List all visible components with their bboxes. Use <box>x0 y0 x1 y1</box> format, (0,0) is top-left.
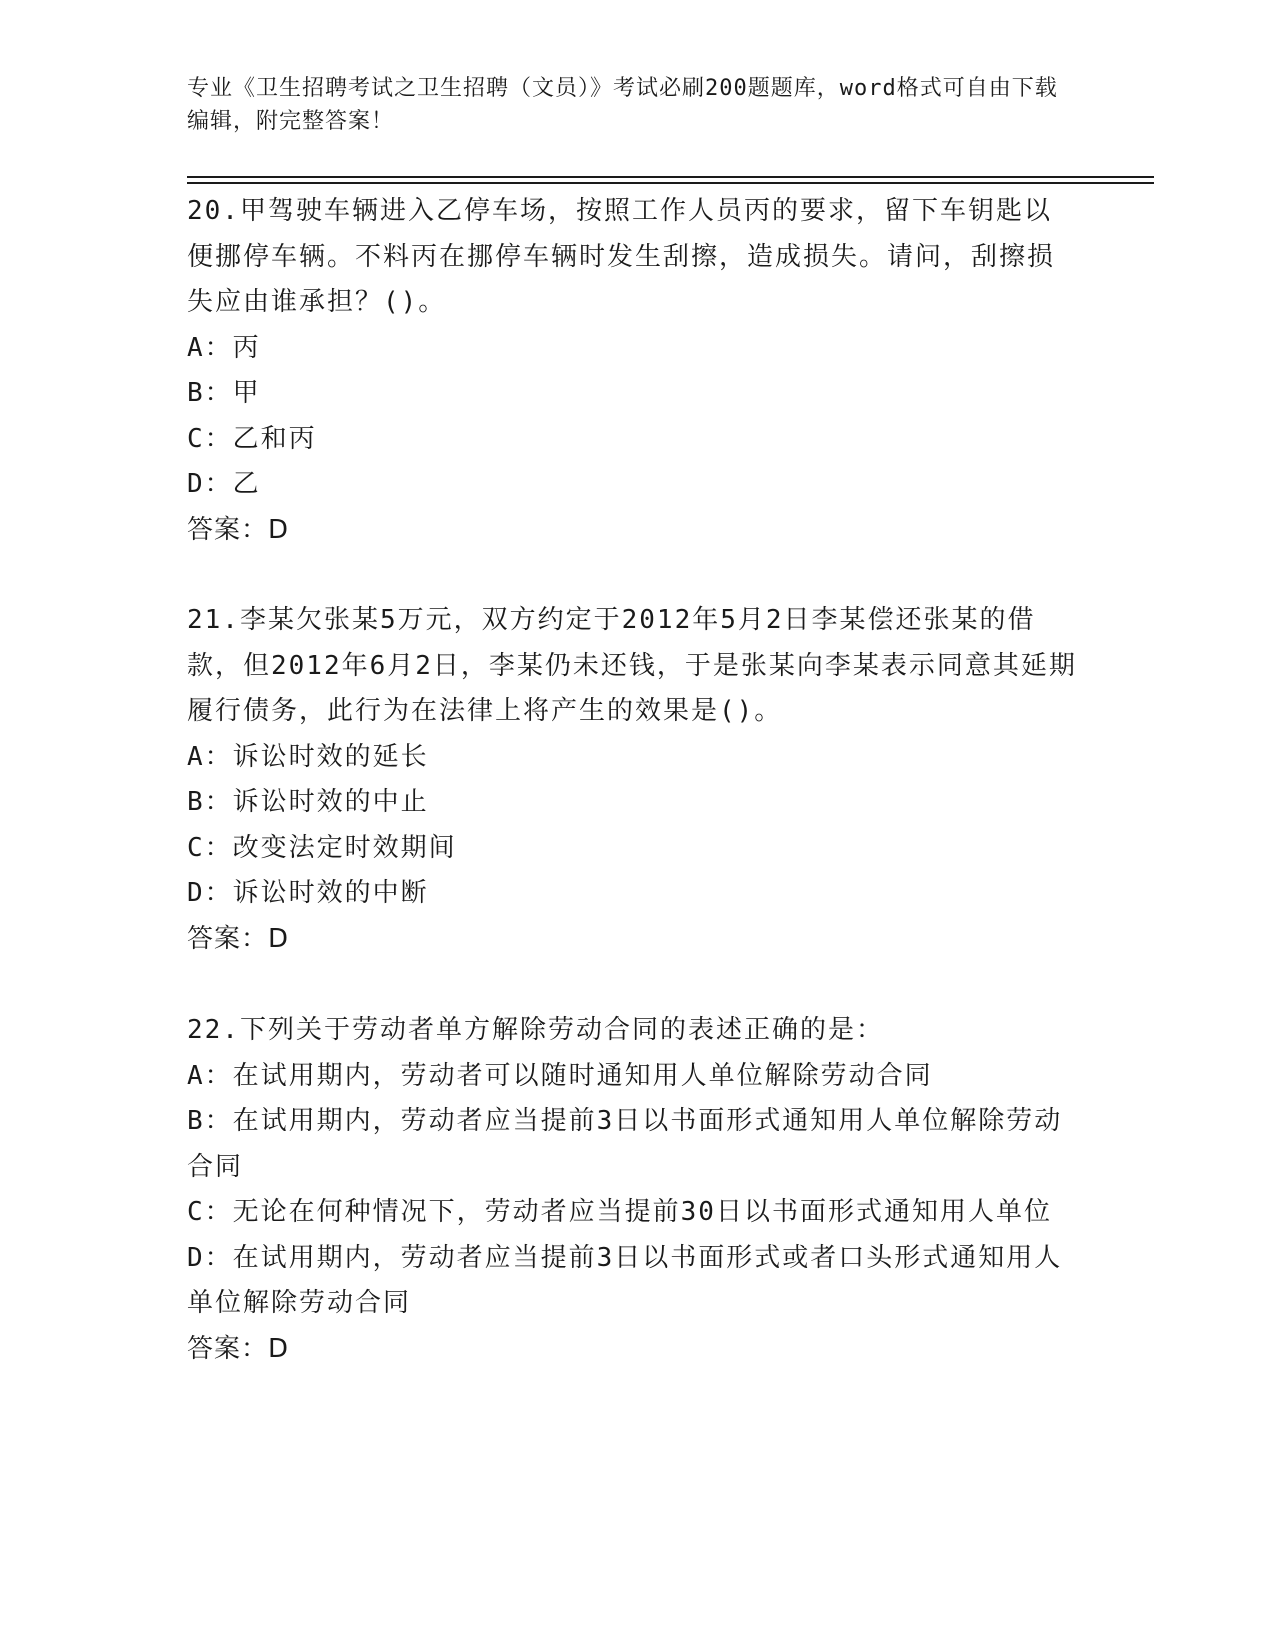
header-divider-bottom <box>187 182 1154 184</box>
document-header: 专业《卫生招聘考试之卫生招聘（文员）》考试必刷200题题库，word格式可自由下载编辑，附完整答案！ <box>187 76 1058 134</box>
option-d: D：诉讼时效的中断 <box>187 878 429 908</box>
option-a: A：在试用期内，劳动者可以随时通知用人单位解除劳动合同 <box>187 1060 933 1091</box>
option-b: B：诉讼时效的中止 <box>187 787 429 817</box>
answer-line: 答案：D <box>187 1333 290 1364</box>
option-d: D：在试用期内，劳动者应当提前3日以书面形式或者口头形式通知用人单位解除劳动合同 <box>187 1242 1063 1318</box>
question-stem: 20.甲驾驶车辆进入乙停车场，按照工作人员丙的要求，留下车钥匙以便挪停车辆。不料丙在挪停车辆时发生刮擦，造成损失。请问，刮擦损失应由谁承担？()。 <box>187 196 1056 317</box>
question-22 <box>187 1008 1077 1372</box>
option-c: C：无论在何种情况下，劳动者应当提前30日以书面形式通知用人单位 <box>187 1197 1052 1227</box>
option-b: B：甲 <box>187 378 261 408</box>
option-a: A：丙 <box>187 332 261 363</box>
question-stem: 21.李某欠张某5万元，双方约定于2012年5月2日李某偿还张某的借款，但2012年6月2日，李某仍未还钱，于是张某向李某表示同意其延期履行债务，此行为在法律上将产生的效果是()。 <box>187 605 1077 726</box>
question-20 <box>187 189 1077 553</box>
option-c: C：改变法定时效期间 <box>187 832 457 863</box>
answer-line: 答案：D <box>187 923 290 954</box>
header-divider-top <box>187 176 1154 178</box>
option-c: C：乙和丙 <box>187 423 317 454</box>
option-d: D：乙 <box>187 469 261 499</box>
question-21 <box>187 598 1077 962</box>
option-b: B：在试用期内，劳动者应当提前3日以书面形式通知用人单位解除劳动合同 <box>187 1106 1063 1182</box>
option-a: A：诉讼时效的延长 <box>187 741 429 772</box>
answer-line: 答案：D <box>187 514 290 545</box>
question-stem: 22.下列关于劳动者单方解除劳动合同的表述正确的是： <box>187 1015 884 1045</box>
